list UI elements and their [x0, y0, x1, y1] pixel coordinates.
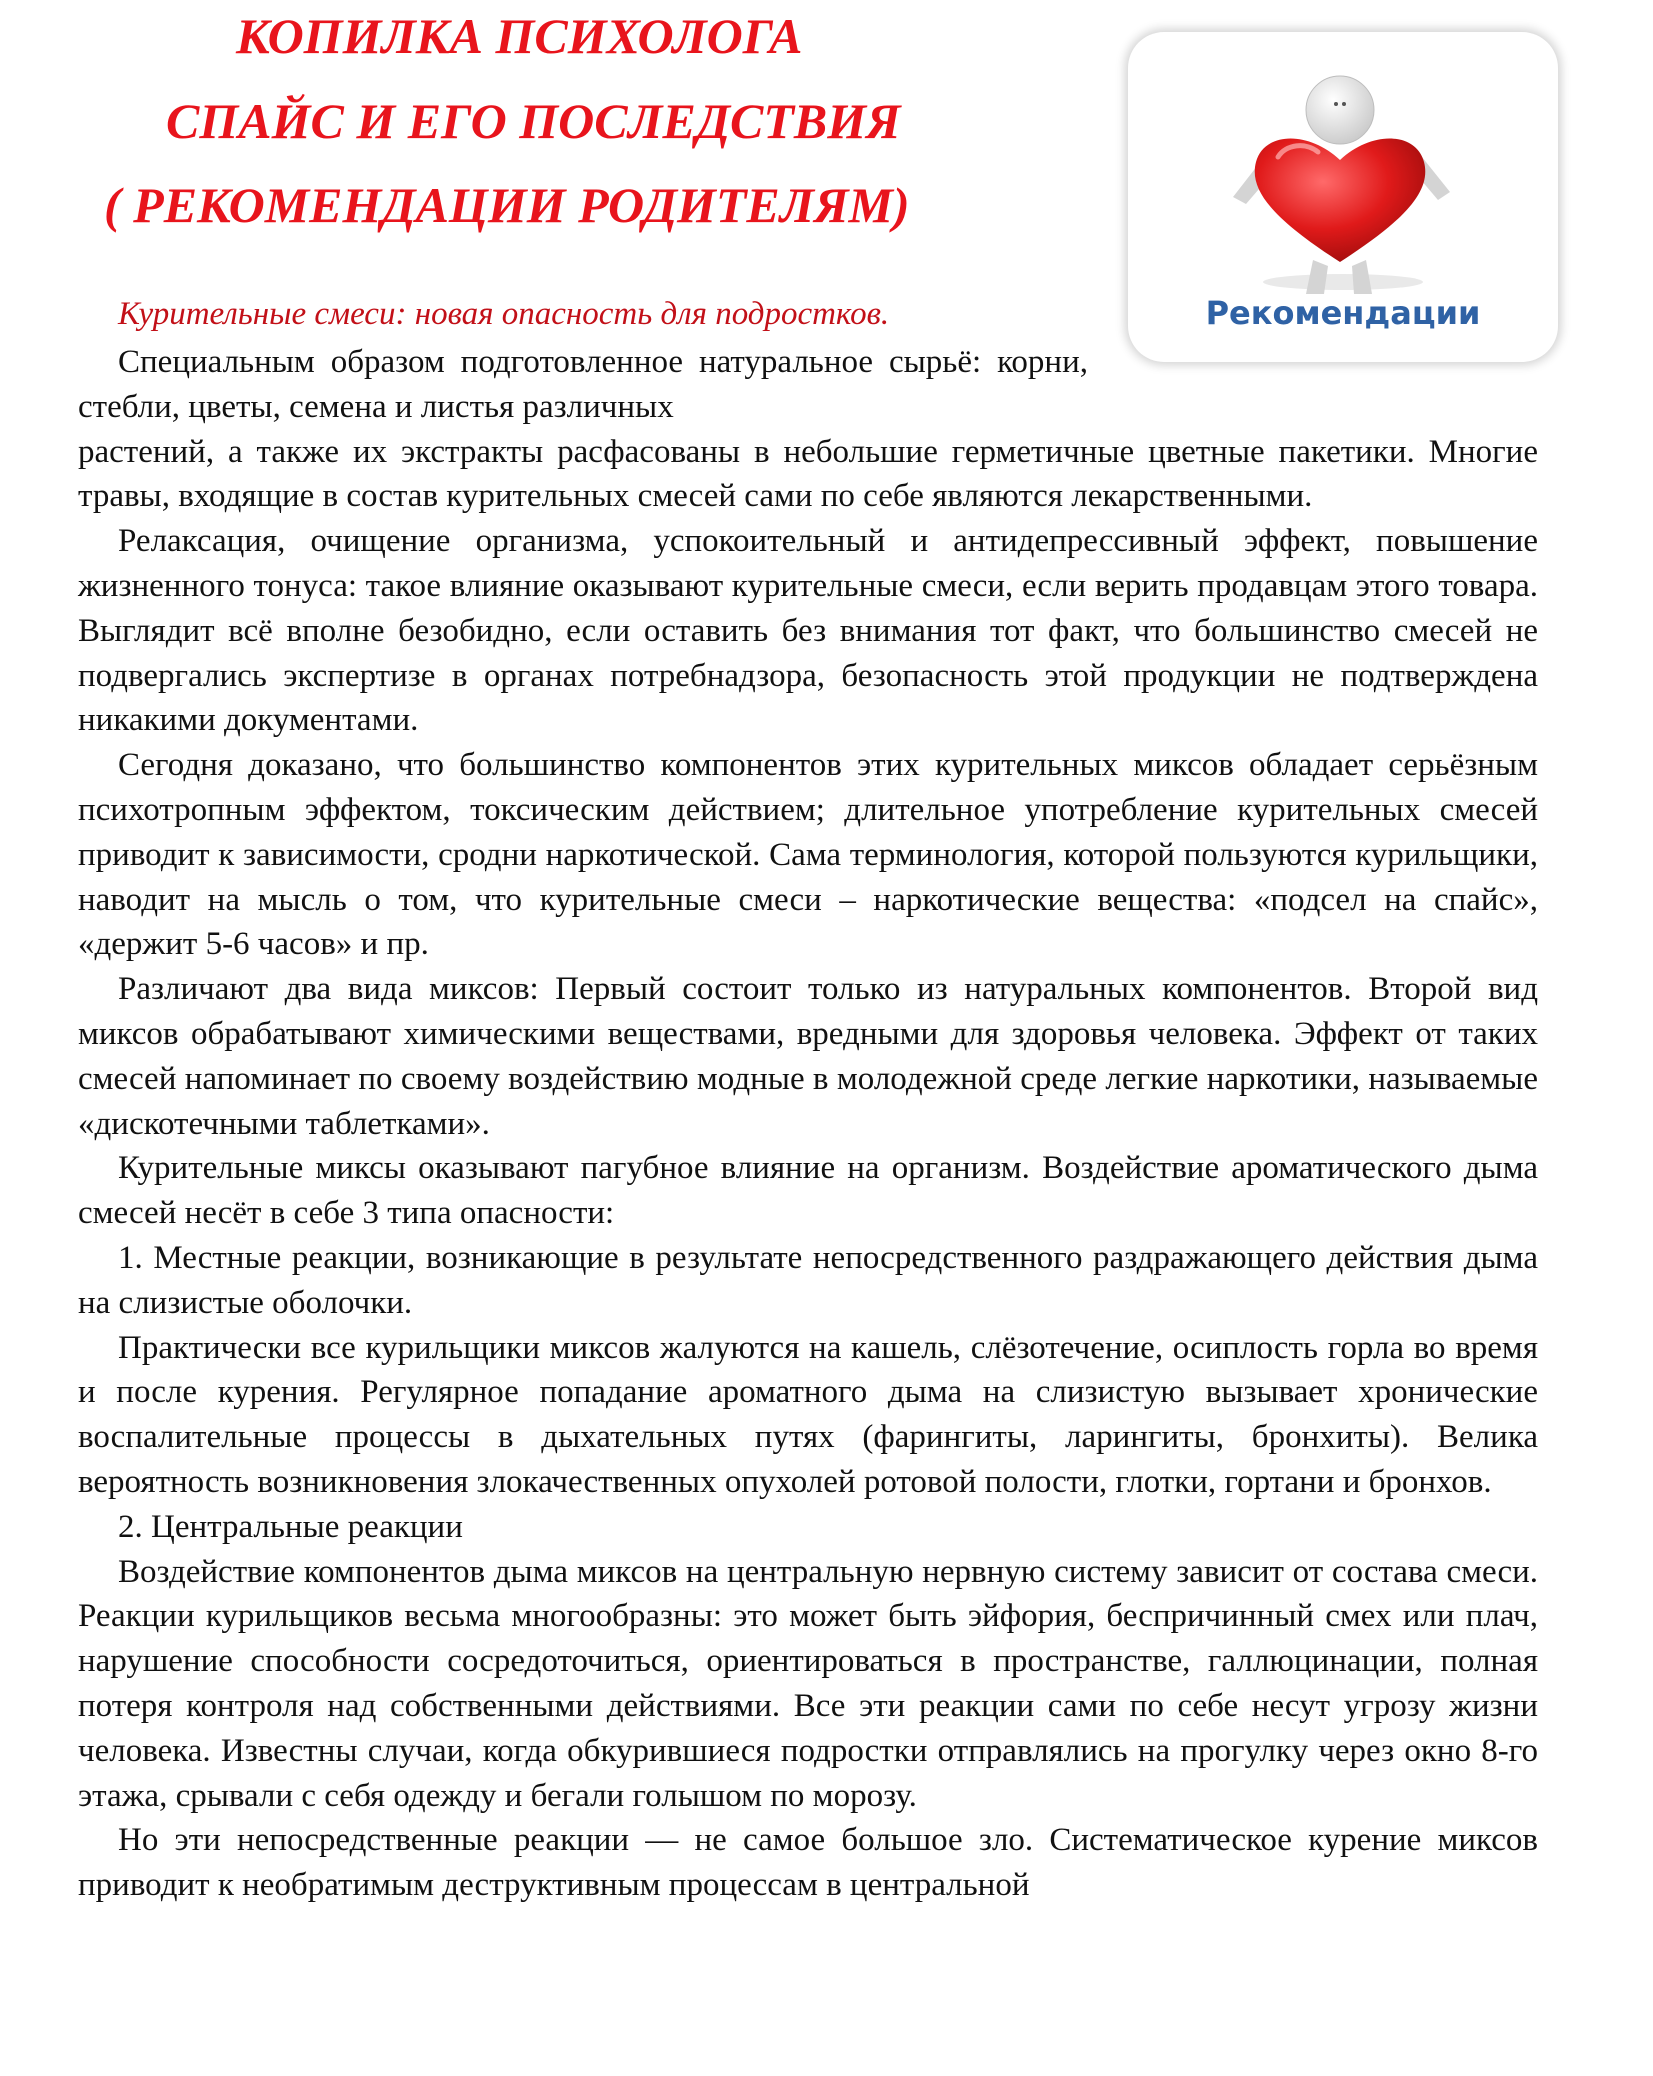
paragraph-4: Различают два вида миксов: Первый состоит только из натуральных компонентов. Второй вид миксов обрабатывают химическими веществами, вредными для здоровья человека. Эффект от таких смесей напоминает по своему воздействию модные в молодежной среде легкие наркотики, называемые «дискотечными таблетками».	[78, 971, 1538, 1142]
title-line-2: СПАЙС И ЕГО ПОСЛЕДСТВИЯ	[166, 93, 901, 149]
paragraph-3: Сегодня доказано, что большинство компонентов этих курительных миксов обладает серьёзным психотропным эффектом, токсическим действием; длительное употребление курительных смесей приводит к зависимости, сродни наркотической. Сама терминология, которой пользуются курильщики, наводит на мысль о том, что курительные смеси – наркотические вещества: «подсел на спайс», «держит 5-6 часов» и пр.	[78, 747, 1538, 963]
paragraph-1-part-b: растений, а также их экстракты расфасованы в небольшие герметичные цветные пакетики. Многие травы, входящие в состав курительных смесей сами по себе являются лекарственными.	[78, 433, 1538, 515]
paragraph-9: Воздействие компонентов дыма миксов на центральную нервную систему зависит от состава смеси. Реакции курильщиков весьма многообразны: это может быть эйфория, беспричинный смех или плач, нарушение способности сосредоточиться, ориентироваться в пространстве, галлюцинации, полная потеря контроля над собственными действиями. Все эти реакции сами по себе несут угрозу жизни человека. Известны случаи, когда обкурившиеся подростки отправлялись на прогулку через окно 8-го этажа, срывали с себя одежду и бегали голышом по морозу.	[78, 1553, 1538, 1814]
article-subtitle: Курительные смеси: новая опасность для подростков.	[118, 296, 890, 332]
paragraph-1-part-a: Специальным образом подготовленное натуральное сырьё: корни, стебли, цветы, семена и листья различных	[78, 344, 1088, 425]
recommendations-label: Рекомендации	[1205, 294, 1481, 332]
paragraph-5: Курительные миксы оказывают пагубное влияние на организм. Воздействие ароматического дыма смесей несёт в себе 3 типа опасности:	[78, 1150, 1538, 1232]
paragraph-10: Но эти непосредственные реакции — не самое большое зло. Систематическое курение миксов приводит к необратимым деструктивным процессам в центральной	[78, 1822, 1538, 1904]
paragraph-2: Релаксация, очищение организма, успокоительный и антидепрессивный эффект, повышение жизненного тонуса: такое влияние оказывают курительные смеси, если верить продавцам этого товара. Выглядит всё вполне безобидно, если оставить без внимания тот факт, что большинство смесей не подвергались экспертизе в органах потребнадзора, безопасность этой продукции не подтверждена никакими документами.	[78, 523, 1538, 739]
paragraph-6: 1. Местные реакции, возникающие в результате непосредственного раздражающего действия дыма на слизистые оболочки.	[78, 1239, 1538, 1321]
recommendations-illustration	[1128, 32, 1558, 362]
title-line-3: ( РЕКОМЕНДАЦИИ РОДИТЕЛЯМ)	[104, 177, 910, 233]
paragraph-7: Практически все курильщики миксов жалуются на кашель, слёзотечение, осиплость горла во время и после курения. Регулярное попадание ароматного дыма на слизистую вызывает хронические воспалительные процессы в дыхательных путях (фарингиты, ларингиты, бронхиты). Велика вероятность возникновения злокачественных опухолей ротовой полости, глотки, гортани и бронхов.	[78, 1329, 1538, 1500]
paragraph-8: 2. Центральные реакции	[118, 1508, 463, 1545]
article-body	[78, 340, 1538, 1908]
title-line-1: КОПИЛКА ПСИХОЛОГА	[236, 8, 803, 64]
